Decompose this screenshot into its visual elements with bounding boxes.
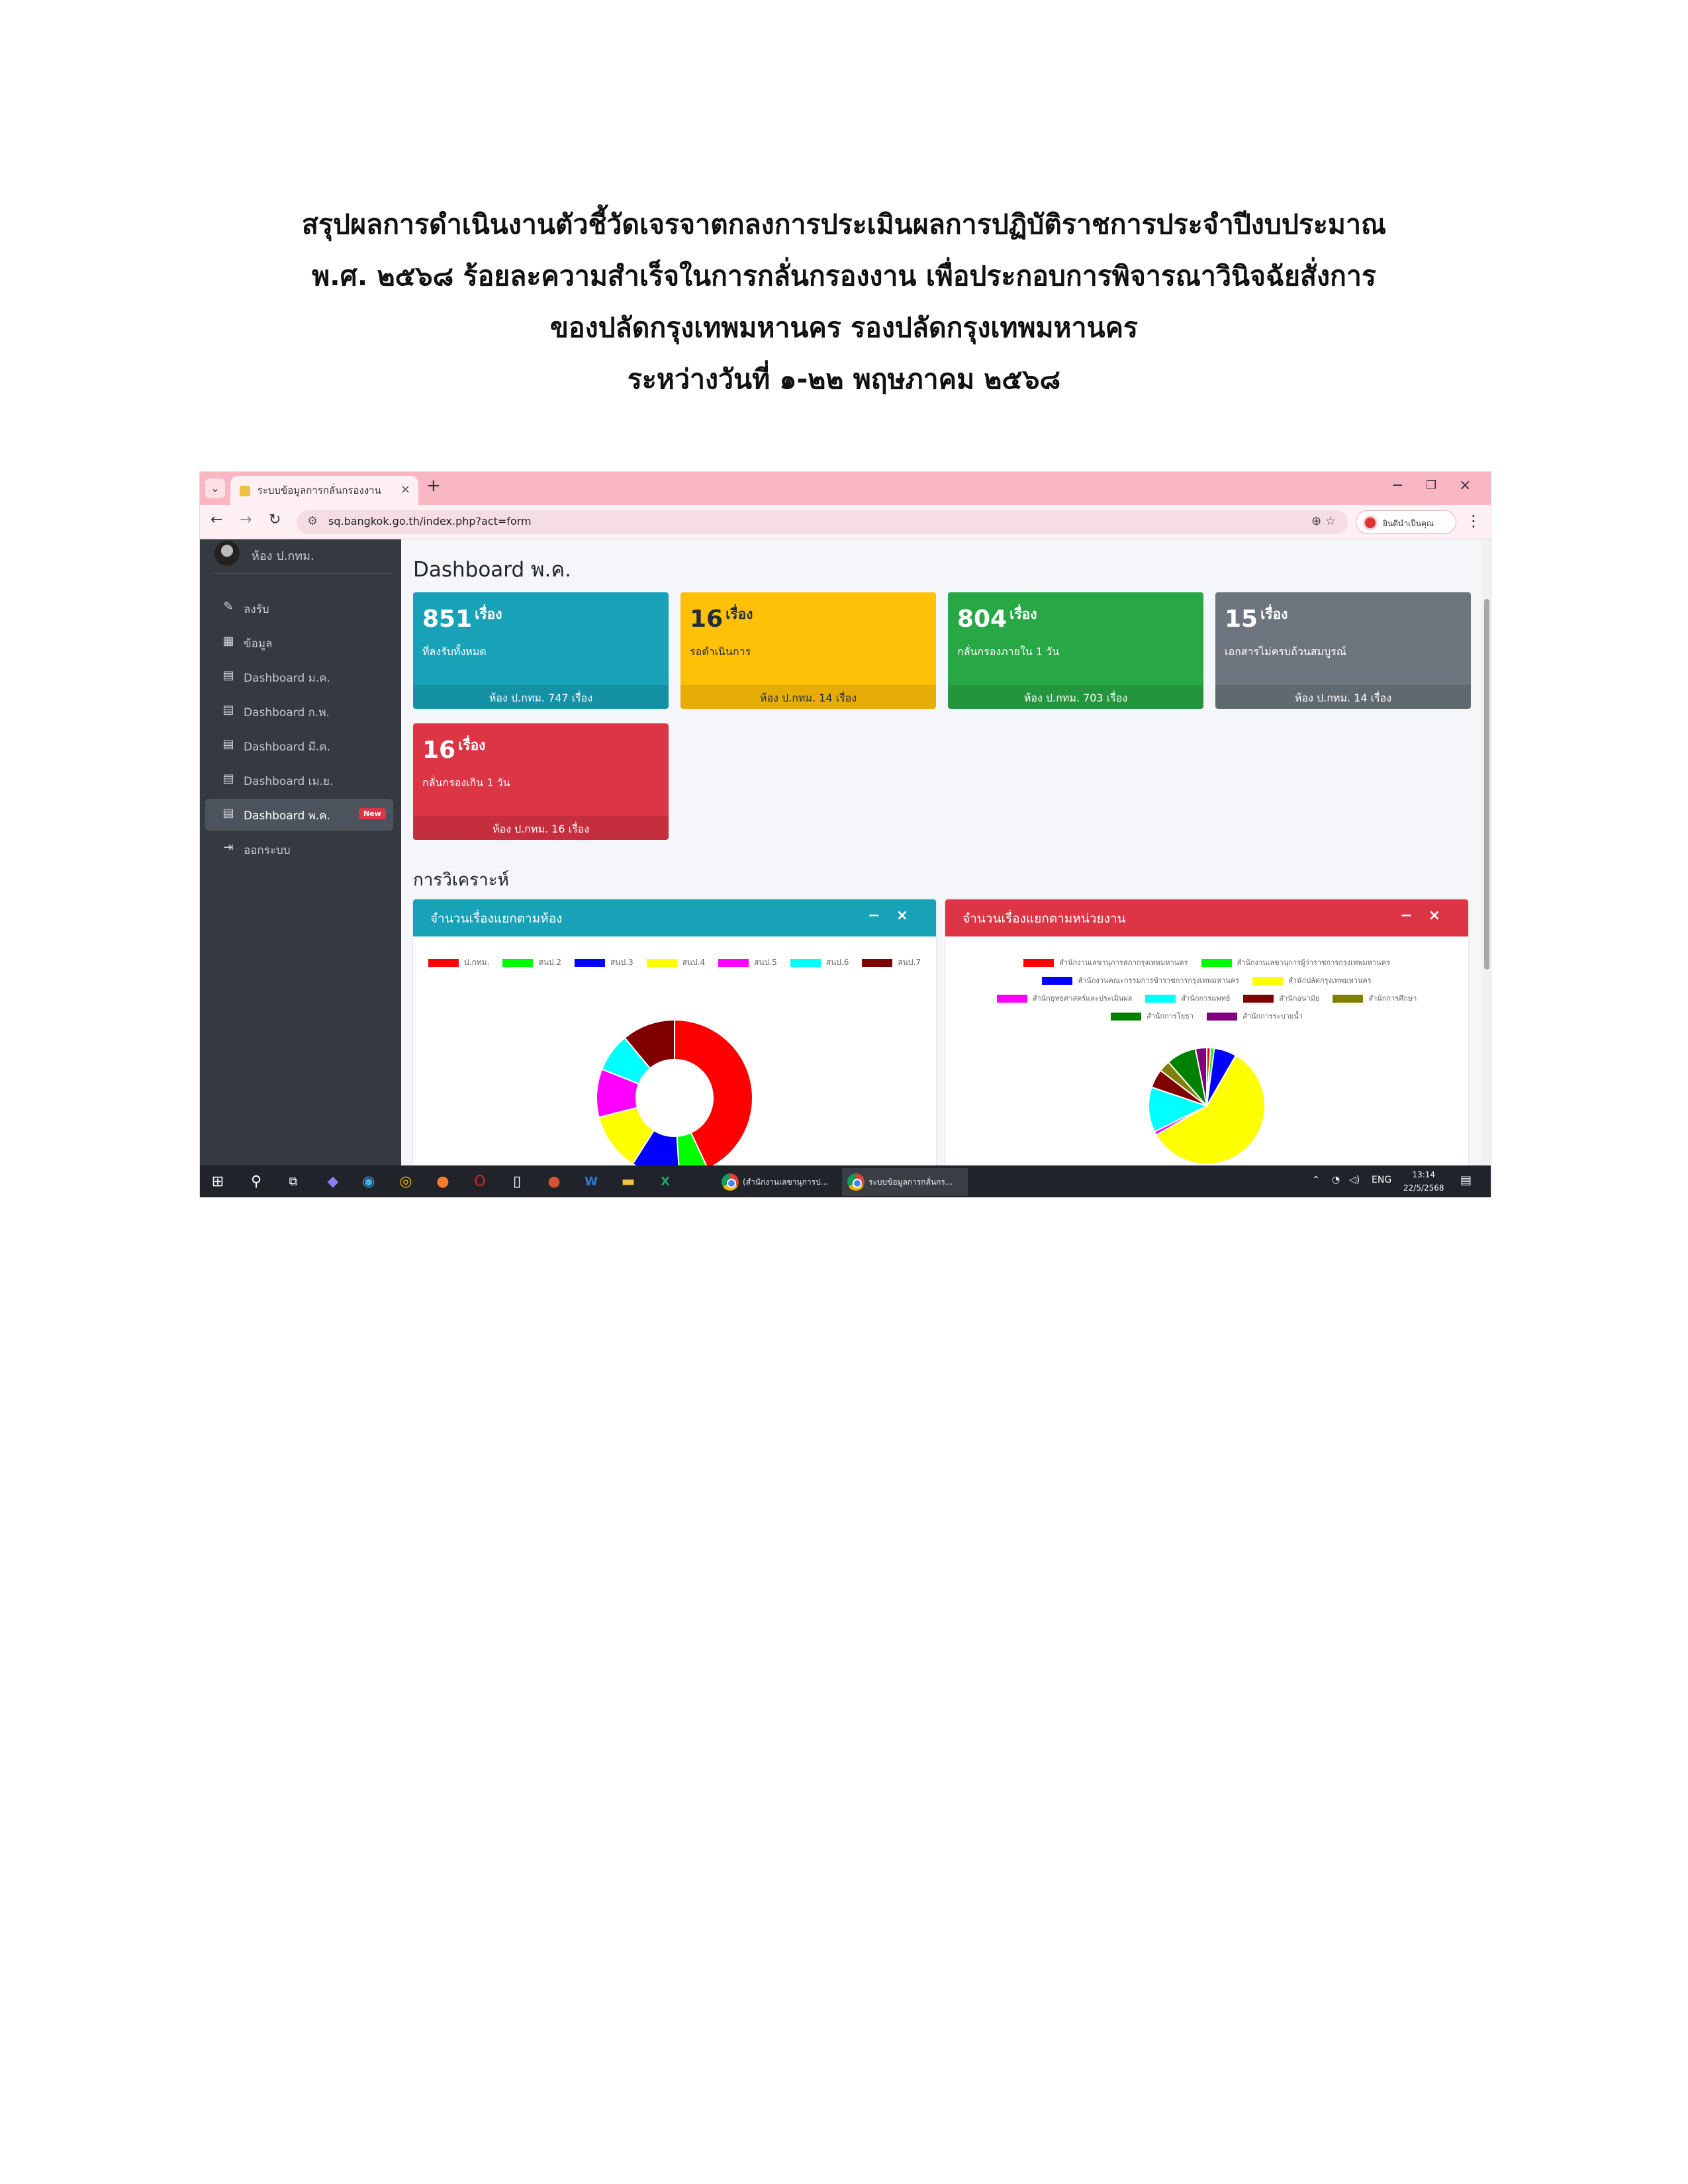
book-icon: ▤: [222, 668, 234, 682]
remove-icon[interactable]: ×: [1428, 907, 1456, 924]
box-footer-link[interactable]: ห้อง ป.กทม. 14 เรื่อง: [1215, 685, 1471, 709]
small-box-incomplete: [1215, 592, 1471, 709]
legend-label: ป.กทม.: [464, 958, 490, 967]
legend-label: สำนักงานเลขานุการสภากรุงเทพมหานคร: [1059, 958, 1188, 967]
legend-label: สำนักการแพทย์: [1181, 994, 1231, 1003]
sidebar-item-label: Dashboard ก.พ.: [244, 706, 330, 719]
favicon-icon: [240, 486, 250, 496]
sidebar-item-label: ข้อมูล: [244, 637, 273, 651]
sidebar-item-label: Dashboard เม.ย.: [244, 775, 334, 788]
legend-label: สำนักงานเลขานุการผู้ว่าราชการกรุงเทพมหานคร: [1237, 958, 1390, 967]
title-line-1: สรุปผลการดำเนินงานตัวชี้วัดเจรจาตกลงการประเมินผลการปฏิบัติราชการประจำปีงบประมาณ: [302, 208, 1386, 240]
new-badge: New: [359, 808, 386, 819]
window-close-icon[interactable]: ×: [1459, 477, 1472, 494]
book-icon: ▤: [222, 703, 234, 717]
tab-search-icon[interactable]: ⌄: [205, 478, 225, 498]
doughnut-chart: [413, 899, 936, 1171]
user-panel[interactable]: [214, 541, 393, 574]
box-footer-link[interactable]: ห้อง ป.กทม. 747 เรื่อง: [413, 685, 669, 709]
word-icon[interactable]: W: [585, 1175, 598, 1189]
chrome-icon: [722, 1173, 739, 1191]
collapse-icon[interactable]: −: [868, 907, 896, 924]
windows-start-icon[interactable]: ⊞: [211, 1173, 224, 1190]
box-number: 851 $^{เรื่อง}$: [422, 606, 502, 633]
tab-title: ระบบข้อมูลการกลั่นกรองงาน: [257, 484, 381, 496]
title-line-2: พ.ศ. ๒๕๖๘ ร้อยละความสำเร็จในการกลั่นกรองงาน เพื่อประกอบการพิจารณาวินิจฉัยสั่งการ: [312, 260, 1376, 292]
legend-label: สนป.7: [898, 958, 921, 967]
box-number: 804 $^{เรื่อง}$: [957, 606, 1037, 633]
legend-label: สนป.6: [825, 958, 849, 967]
dashboard-screenshot: [199, 471, 1491, 1198]
sidebar-item-label: Dashboard มี.ค.: [244, 741, 331, 754]
box-number: 15 $^{เรื่อง}$: [1225, 606, 1288, 633]
box-footer-link[interactable]: ห้อง ป.กทม. 14 เรื่อง: [680, 685, 936, 709]
bookmark-star-icon[interactable]: ⊕ ☆: [1311, 514, 1336, 528]
powerpoint-icon[interactable]: ●: [547, 1173, 561, 1190]
title-line-4: ระหว่างวันที่ ๑-๒๒ พฤษภาคม ๒๕๖๘: [627, 363, 1061, 395]
sidebar-item-dashboard-may[interactable]: [205, 799, 393, 831]
book-icon: ▤: [222, 806, 234, 820]
minimize-icon[interactable]: −: [1391, 477, 1404, 494]
page-title: Dashboard พ.ค.: [413, 558, 571, 582]
box-label: กลั่นกรองเกิน 1 วัน: [422, 776, 510, 789]
notification-icon[interactable]: ▤: [1460, 1173, 1472, 1187]
small-box-pending: [680, 592, 936, 709]
edit-icon: ✎: [223, 600, 234, 614]
legend-label: สำนักอนามัย: [1279, 994, 1320, 1003]
sidebar-item-receive[interactable]: [205, 592, 393, 624]
document-title: [0, 199, 1688, 405]
url-field[interactable]: [297, 510, 1348, 534]
title-line-3: ของปลัดกรุงเทพมหานคร รองปลัดกรุงเทพมหานคร: [549, 312, 1139, 343]
sidebar-item-dashboard-apr[interactable]: [205, 764, 393, 796]
sidebar-item-label: Dashboard พ.ค.: [244, 809, 331, 823]
copilot-icon[interactable]: ◆: [327, 1173, 339, 1190]
pie-chart: [945, 899, 1468, 1171]
main-content: [401, 539, 1491, 1165]
excel-icon[interactable]: X: [661, 1175, 670, 1189]
legend-label: สำนักยุทธศาสตร์และประเมินผล: [1032, 994, 1133, 1003]
small-box-over-1-day: [413, 723, 669, 840]
book-icon: ▤: [222, 772, 234, 786]
volume-icon[interactable]: ◁): [1349, 1175, 1360, 1185]
chart-card-by-agency: [945, 899, 1468, 1171]
chrome-icon: [847, 1173, 865, 1191]
legend-label: สำนักการโยธา: [1147, 1012, 1194, 1021]
opera-icon[interactable]: O: [474, 1173, 486, 1190]
task-view-icon[interactable]: ⧉: [289, 1175, 298, 1189]
file-explorer-icon[interactable]: ▬: [621, 1173, 635, 1190]
sidebar-item-dashboard-feb[interactable]: [205, 696, 393, 727]
back-icon[interactable]: ←: [211, 512, 223, 528]
sidebar-item-logout[interactable]: [205, 833, 393, 865]
legend-label: สำนักปลัดกรุงเทพมหานคร: [1288, 976, 1372, 985]
edge-icon[interactable]: ◉: [362, 1173, 375, 1190]
language-indicator[interactable]: ENG: [1372, 1175, 1392, 1185]
sign-out-icon: ⇥: [223, 841, 234, 854]
box-label: กลั่นกรองภายใน 1 วัน: [957, 645, 1060, 658]
sidebar-nav: [205, 592, 393, 868]
browser-tab[interactable]: [230, 476, 418, 505]
site-info-icon[interactable]: ⚙: [307, 514, 318, 528]
sidebar-item-label: ลงรับ: [244, 603, 269, 616]
small-box-within-1-day: [948, 592, 1203, 709]
sidebar-item-label: Dashboard ม.ค.: [244, 672, 331, 685]
legend-label: สนป.5: [754, 958, 777, 967]
legend-label: สนป.2: [538, 958, 561, 967]
profile-avatar-icon: [1363, 516, 1378, 530]
chrome-icon[interactable]: ◎: [399, 1173, 412, 1190]
legend-label: สำนักงานคณะกรรมการข้าราชการกรุงเทพมหานคร: [1078, 976, 1240, 985]
user-name: ห้อง ป.กทม.: [252, 549, 314, 563]
legend-label: สำนักการระบายน้ำ: [1243, 1012, 1303, 1021]
network-icon[interactable]: ◔: [1332, 1175, 1340, 1185]
box-footer-link[interactable]: ห้อง ป.กทม. 16 เรื่อง: [413, 816, 669, 840]
collapse-icon[interactable]: −: [1400, 907, 1429, 924]
sidebar-item-label: ออกระบบ: [244, 844, 291, 857]
card-title: จำนวนเรื่องแยกตามห้อง: [430, 911, 563, 926]
browser-tab-strip: [200, 472, 1491, 505]
search-icon[interactable]: ⚲: [250, 1173, 262, 1190]
sidebar: [200, 539, 401, 1165]
scrollbar[interactable]: [1481, 539, 1491, 1165]
restore-icon[interactable]: ❐: [1426, 478, 1437, 492]
box-number: 16 $^{เรื่อง}$: [690, 606, 753, 633]
box-label: รอดำเนินการ: [690, 645, 751, 658]
section-title: การวิเคราะห์: [413, 870, 509, 890]
forward-icon[interactable]: →: [240, 512, 252, 528]
legend-label: สำนักการศึกษา: [1368, 994, 1417, 1003]
address-bar-row: [200, 505, 1491, 539]
sidebar-item-dashboard-mar[interactable]: [205, 730, 393, 762]
box-footer-link[interactable]: ห้อง ป.กทม. 703 เรื่อง: [948, 685, 1203, 709]
clock[interactable]: 13:14 22/5/2568: [1403, 1170, 1444, 1193]
windows-taskbar: [200, 1165, 1491, 1198]
box-label: ที่ลงรับทั้งหมด: [422, 645, 487, 658]
url-text: sq.bangkok.go.th/index.php?act=form: [328, 515, 532, 527]
legend-label: สนป.4: [682, 958, 706, 967]
chart-card-by-room: [413, 899, 936, 1171]
profile-label: ยินดีนำเป็นคุณ: [1383, 519, 1434, 528]
taskbar-app-2[interactable]: ระบบข้อมูลการกลั่นกร...: [842, 1168, 968, 1196]
book-icon: ▤: [222, 737, 234, 751]
taskbar-app-1[interactable]: (สำนักงานเลขานุการป...: [716, 1168, 835, 1196]
box-label: เอกสารไม่ครบถ้วนสมบูรณ์: [1225, 645, 1346, 658]
profile-button[interactable]: [1356, 510, 1456, 534]
card-title: จำนวนเรื่องแยกตามหน่วยงาน: [962, 911, 1126, 926]
sidebar-item-dashboard-jan[interactable]: [205, 661, 393, 693]
tray-chevron-icon[interactable]: ⌃: [1312, 1175, 1320, 1185]
calendar-icon: ▦: [222, 634, 234, 648]
close-tab-icon[interactable]: ×: [400, 482, 410, 496]
browser-menu-icon[interactable]: ⋮: [1466, 512, 1481, 530]
box-number: 16 $^{เรื่อง}$: [422, 737, 486, 764]
scrollbar-thumb[interactable]: [1484, 599, 1489, 970]
remove-icon[interactable]: ×: [896, 907, 924, 924]
file-icon[interactable]: ▯: [512, 1173, 522, 1190]
new-tab-icon[interactable]: +: [426, 476, 441, 496]
small-box-total: [413, 592, 669, 709]
legend-label: สนป.3: [610, 958, 633, 967]
firefox-icon[interactable]: ●: [436, 1173, 449, 1190]
sidebar-item-data[interactable]: [205, 627, 393, 659]
avatar: [214, 541, 240, 566]
reload-icon[interactable]: ↻: [269, 512, 281, 528]
